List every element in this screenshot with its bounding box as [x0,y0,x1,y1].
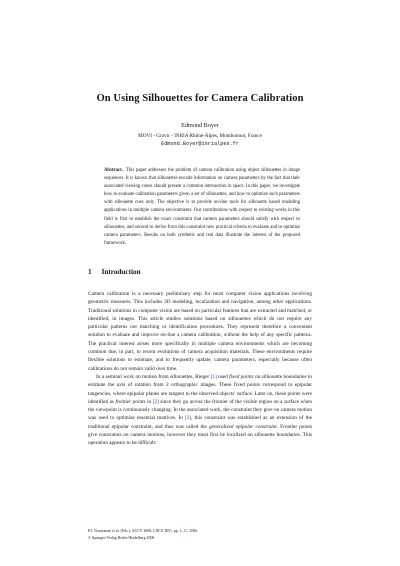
section-heading [88,268,328,276]
text-run: on silhouette boundaries to estimate the axis of rotation from 2 orthographic images. These fixed points correspond to epipolar tangencies, where epipolar planes are tangent to the observed objects' surface. Later on, these points were identified as [88,373,312,405]
emphasis: generalized epipolar constraint [208,423,277,430]
body-text [88,290,312,448]
text-run: , 2006. [187,529,199,533]
author-affiliation: MOVI - Gravir - INRIA Rhône-Alpes, Montbonnot, France [138,133,262,139]
copyright-line: © Springer-Verlag Berlin Heidelberg 2006 [88,536,155,540]
abstract [104,167,300,248]
body-paragraph-2 [88,373,312,448]
section-number: 1 [88,268,92,276]
text-run: In a seminal work on motion from silhouettes, Rieger [96,373,211,380]
citation-link[interactable]: [3] [184,415,192,422]
abstract-label: Abstract. [104,168,123,173]
body-paragraph-1: Camera calibration is a necessary preliminary step for most computer vision applications involving geometric measures. This includes 3D modeling, localization and navigation, among other applications. Traditional solutions in computer vision are based on particular features that are extracted and matched, or identified, in images. This article studies solutions based on silhouettes which do not require any particular patterns nor matching or identification procedures. They represent therefore a convenient solution to evaluate and improve on-line a camera calibration, without the help of any specific patterns. The practical interest arises more specifically in multiple camera environments which are becoming common due, in part, to recent evolutions of camera acquisition materials. These environments require flexible solutions to estimate, and to frequently update, camera parameters, especially because often calibrations do not remain valid over time. [88,291,312,372]
citation-line [88,528,312,535]
text-run: in [145,398,153,405]
section-title: Introduction [101,268,141,276]
citation-link[interactable]: [2] [152,398,159,405]
paper-title: On Using Silhouettes for Camera Calibration [96,93,304,104]
page-range-link[interactable]: 10 [183,529,188,533]
emphasis: fixed points [229,373,254,380]
emphasis: frontier points [115,398,146,405]
text-run: used [216,373,230,380]
page-footer [88,528,312,542]
text-run: P.J. Narayanan et al. (Eds.): ACCV 2006, LNCS 3851, pp. 1– [88,529,184,533]
text-run: since they go across the frontier of the visible region on a surface when the viewpoint is continuously changing. In the associated work, the constraint they give on camera motion was used to optimize essential matrices. In [88,398,312,422]
text-run: , this constraint was established as an extension of the traditional epipolar constraint, and thus was called the [88,415,312,430]
citation-link[interactable]: [1] [210,373,217,380]
abstract-text: This paper addresses the problem of camera calibration using object silhouettes in image sequences. It is known that silhouettes encode information on camera parameters by the fact that their associated viewing cones should present a common intersection in space. In this paper, we investigate how to evaluate calibration parameters given a set of silhouettes, and how to optimize such parameters with silhouette cues only. The objective is to provide on-line tools for silhouette based modeling applications in multiple camera environments. Our contributions with respect to existing works in this field is first to establish the exact constraint that camera parameters should satisfy with respect to silhouettes, and second to derive from this constraint new practical criteria to evaluate and to optimize camera parameters. Results on both synthetic and real data illustrate the interest of the proposed framework. [104,168,300,246]
author-name: Edmond Boyer [181,122,219,129]
text-run: . Frontier points give constraints on camera motions, however they must first be localized on silhouette boundaries. This operation appears to be difficult: [88,423,312,447]
author-email[interactable]: Edmond.Boyer@inrialpes.fr [161,141,239,147]
